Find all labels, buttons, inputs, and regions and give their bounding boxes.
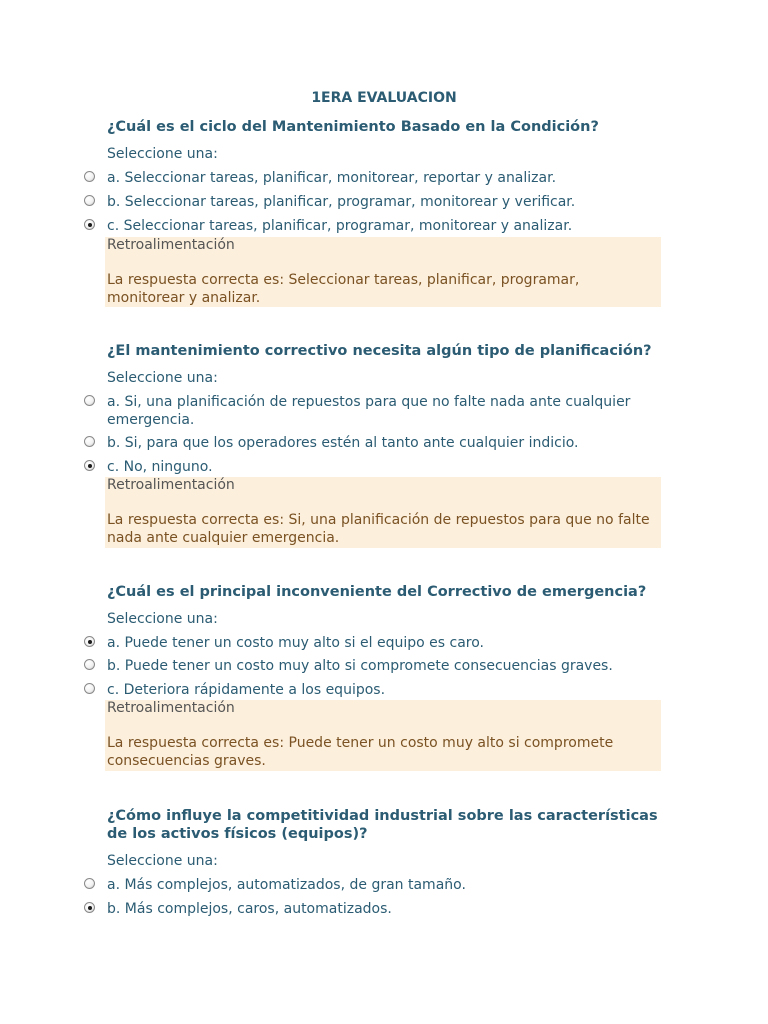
question-3-option-b[interactable] [84, 658, 664, 676]
feedback-text: La respuesta correcta es: Puede tener un costo muy alto si compromete consecuencias graves. [107, 735, 614, 769]
option-label: b. Más complejos, caros, automatizados. [107, 901, 392, 917]
question-3-option-c[interactable] [84, 682, 664, 700]
question-1-option-b[interactable] [84, 194, 664, 212]
question-3-feedback [105, 700, 661, 771]
question-2-option-b[interactable] [84, 435, 664, 453]
radio-button-selected[interactable] [84, 460, 95, 471]
feedback-label: Retroalimentación [107, 477, 235, 493]
question-2-option-c[interactable] [84, 459, 664, 477]
option-label: b. Puede tener un costo muy alto si compromete consecuencias graves. [107, 658, 613, 674]
question-1-text: ¿Cuál es el ciclo del Mantenimiento Basado en la Condición? [107, 119, 599, 135]
radio-button[interactable] [84, 436, 95, 447]
radio-button[interactable] [84, 878, 95, 889]
question-4-option-a[interactable] [84, 877, 664, 895]
feedback-text: La respuesta correcta es: Si, una planificación de repuestos para que no falte nada ante cualquier emergencia. [107, 512, 650, 546]
question-4-option-b[interactable] [84, 901, 664, 919]
feedback-label: Retroalimentación [107, 237, 235, 253]
option-label: b. Si, para que los operadores estén al tanto ante cualquier indicio. [107, 435, 579, 451]
feedback-text: La respuesta correcta es: Seleccionar tareas, planificar, programar, monitorear y analizar. [107, 272, 580, 306]
question-2-option-a[interactable] [84, 394, 664, 429]
question-2-feedback [105, 477, 661, 548]
question-1-option-a[interactable] [84, 170, 664, 188]
question-1-feedback [105, 237, 661, 307]
radio-button[interactable] [84, 659, 95, 670]
option-label: c. Seleccionar tareas, planificar, programar, monitorear y analizar. [107, 218, 573, 234]
option-label: b. Seleccionar tareas, planificar, programar, monitorear y verificar. [107, 194, 576, 210]
question-3-text: ¿Cuál es el principal inconveniente del Correctivo de emergencia? [107, 584, 647, 600]
page-title: 1ERA EVALUACION [311, 90, 457, 106]
option-label: a. Puede tener un costo muy alto si el equipo es caro. [107, 635, 484, 651]
question-4-prompt: Seleccione una: [107, 853, 218, 869]
option-label: a. Seleccionar tareas, planificar, monitorear, reportar y analizar. [107, 170, 557, 186]
question-3-option-a[interactable] [84, 635, 664, 653]
question-2-text: ¿El mantenimiento correctivo necesita algún tipo de planificación? [107, 343, 652, 359]
radio-button[interactable] [84, 683, 95, 694]
feedback-label: Retroalimentación [107, 700, 235, 716]
radio-button-selected[interactable] [84, 902, 95, 913]
question-3-prompt: Seleccione una: [107, 611, 218, 627]
question-1-prompt: Seleccione una: [107, 146, 218, 162]
radio-button[interactable] [84, 195, 95, 206]
option-label: a. Más complejos, automatizados, de gran tamaño. [107, 877, 466, 893]
radio-button-selected[interactable] [84, 636, 95, 647]
question-2-prompt: Seleccione una: [107, 370, 218, 386]
option-label: c. No, ninguno. [107, 459, 213, 475]
radio-button-selected[interactable] [84, 219, 95, 230]
radio-button[interactable] [84, 171, 95, 182]
radio-button[interactable] [84, 395, 95, 406]
option-label: c. Deteriora rápidamente a los equipos. [107, 682, 386, 698]
question-1-option-c[interactable] [84, 218, 664, 236]
option-label: a. Si, una planificación de repuestos para que no falte nada ante cualquier emergencia. [107, 394, 631, 428]
question-4-text: ¿Cómo influye la competitividad industrial sobre las características de los activos físicos (equipos)? [107, 808, 658, 842]
